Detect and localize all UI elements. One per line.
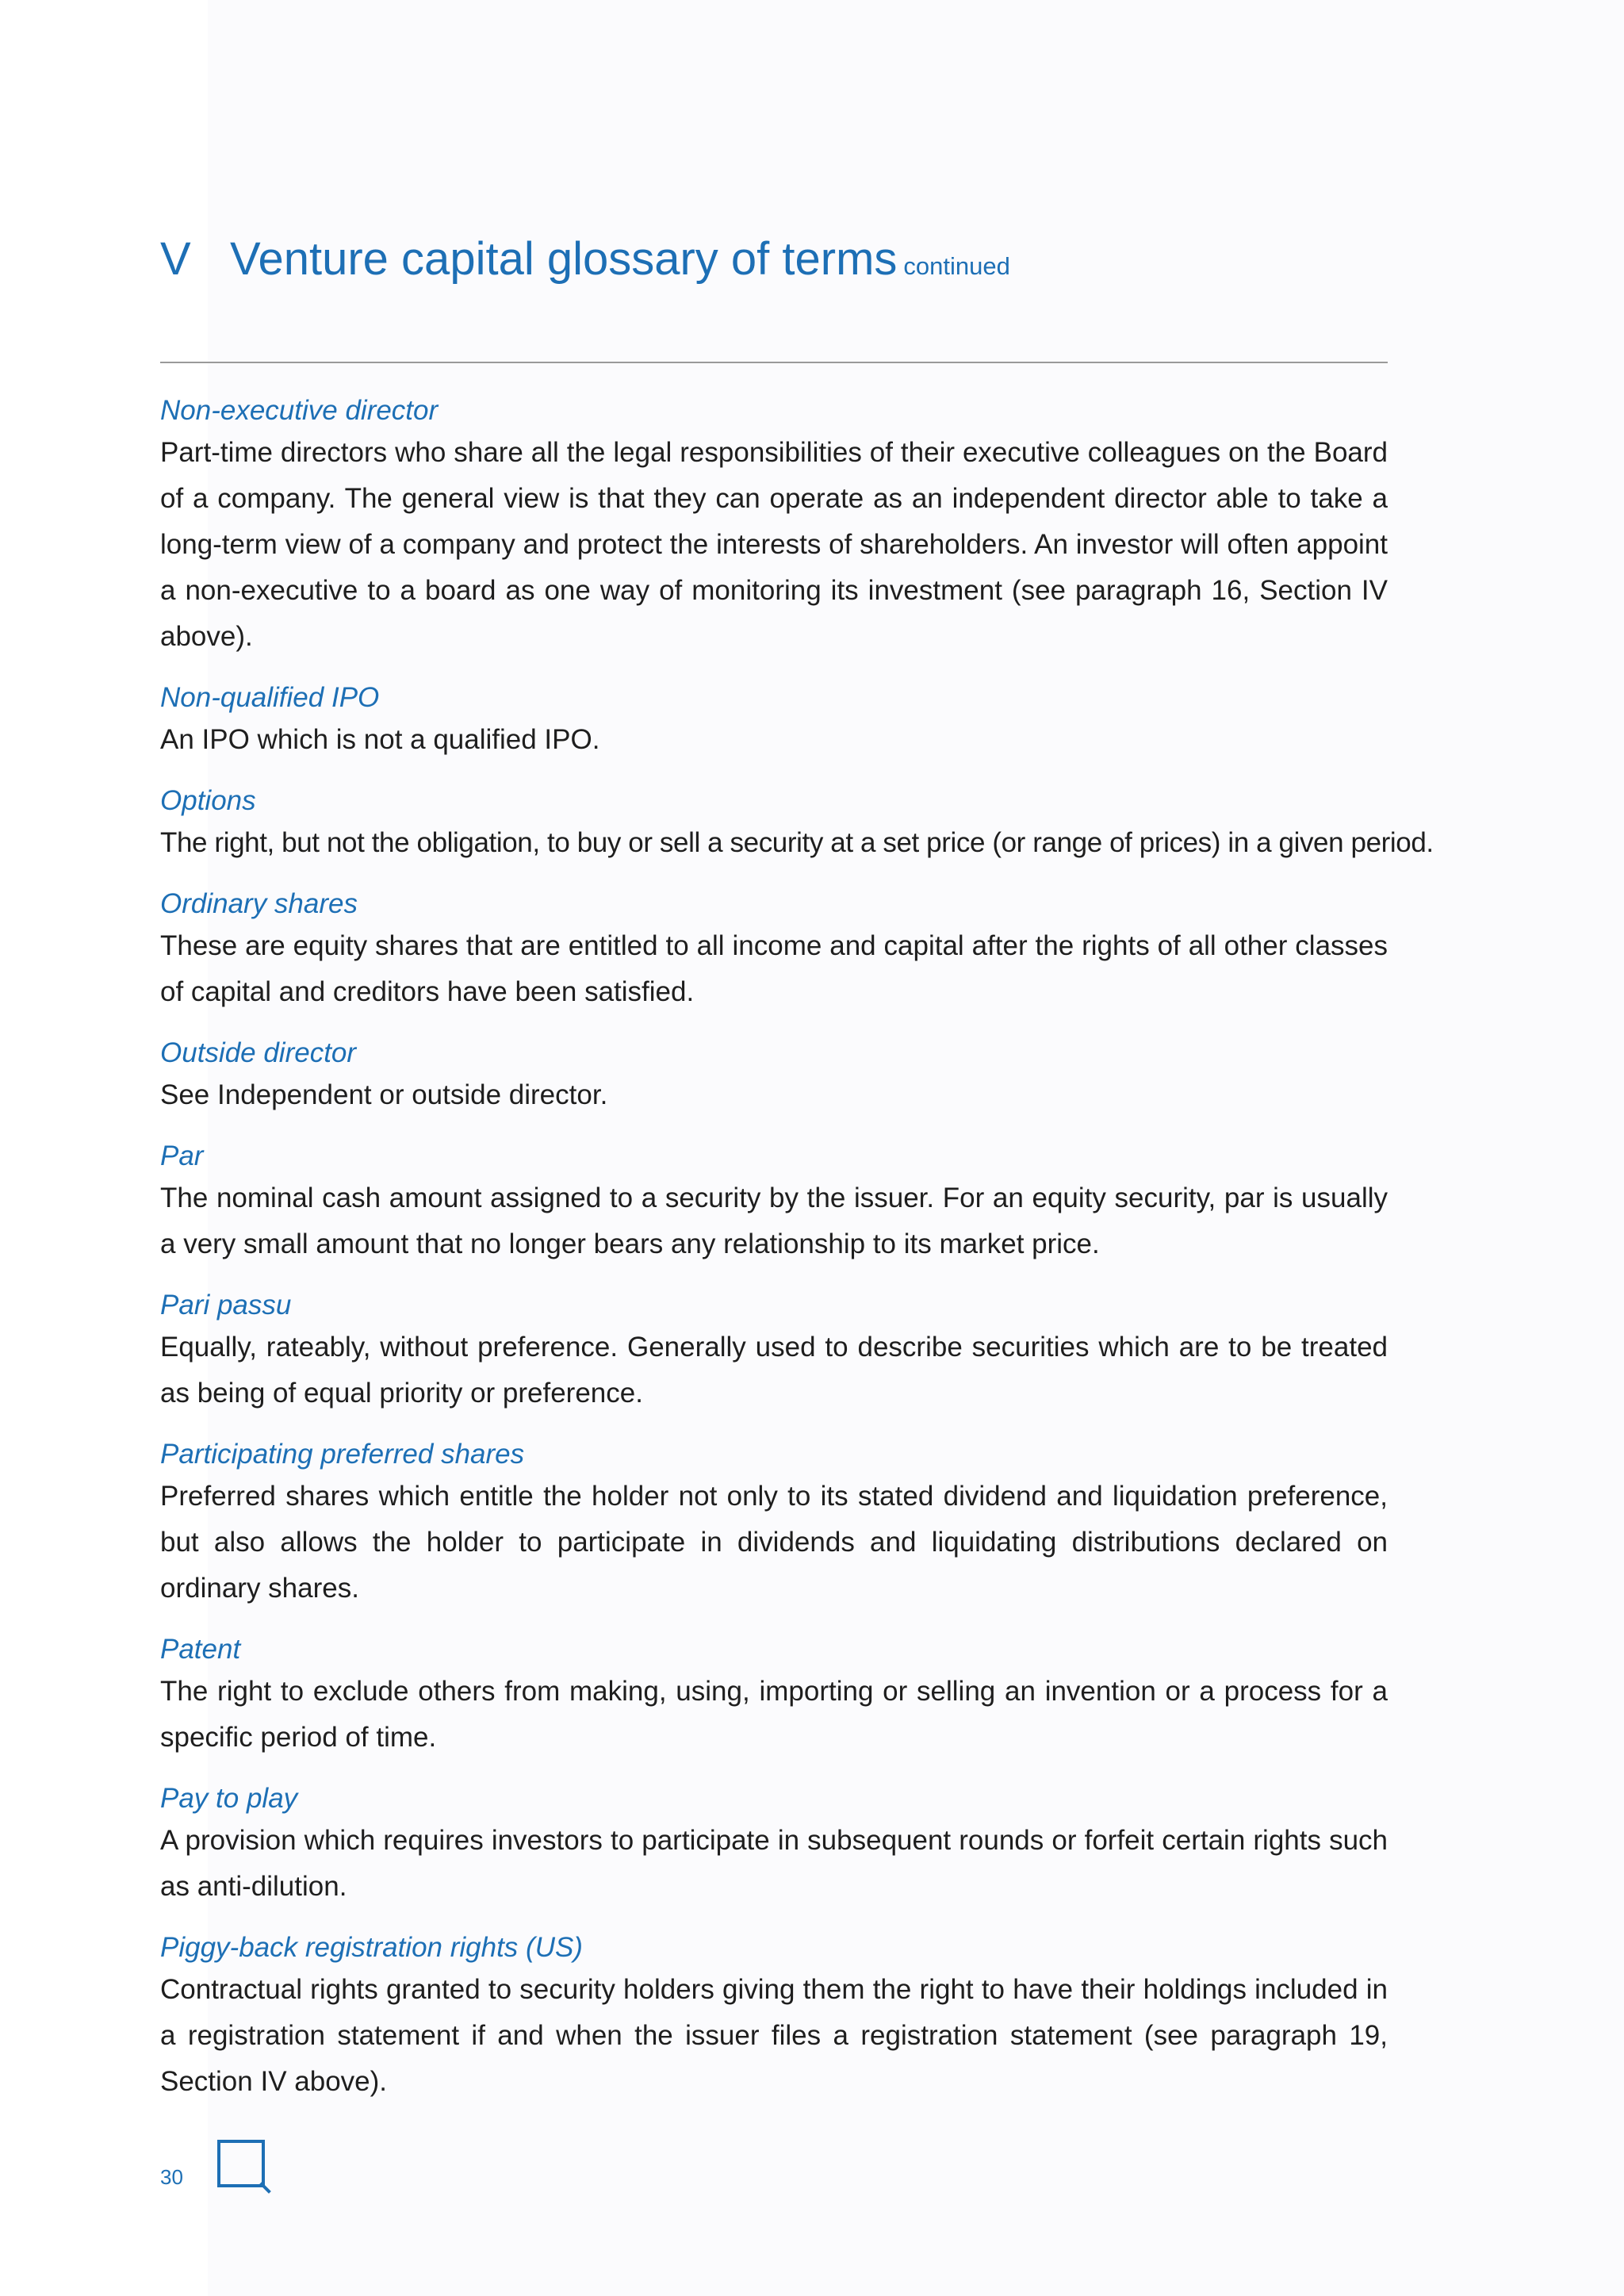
glossary-entry	[160, 782, 1434, 866]
glossary-entry	[160, 392, 1388, 660]
continued-label: continued	[903, 252, 1010, 280]
glossary-term: Piggy-back registration rights (US)	[160, 1932, 583, 1963]
glossary-definition: Equally, rateably, without preference. Generally used to describe securities which are to be treated as being of equal priority or preference.	[160, 1332, 1388, 1409]
glossary-entry	[160, 1631, 1388, 1761]
glossary-definition: A provision which requires investors to participate in subsequent rounds or forfeit certain rights such as anti-dilution.	[160, 1825, 1388, 1902]
glossary-term: Patent	[160, 1634, 241, 1665]
glossary-term: Pay to play	[160, 1783, 298, 1814]
glossary-term: Pari passu	[160, 1290, 292, 1320]
glossary-definition: Contractual rights granted to security holders giving them the right to have their holdings included in a registration statement if and when the issuer files a registration statement (see paragraph 19, Section IV above).	[160, 1974, 1388, 2097]
header-divider	[160, 362, 1388, 363]
glossary-entry	[160, 1780, 1388, 1910]
glossary-entry	[160, 1286, 1388, 1416]
glossary-entry	[160, 1435, 1388, 1612]
glossary-entry	[160, 1929, 1388, 2105]
magnifier-icon	[216, 2138, 271, 2194]
glossary-definition: An IPO which is not a qualified IPO.	[160, 724, 600, 755]
glossary-term: Options	[160, 785, 256, 816]
section-title: Venture capital glossary of terms	[230, 233, 898, 285]
glossary-term: Participating preferred shares	[160, 1439, 525, 1470]
glossary-definition: The right, but not the obligation, to buy or sell a security at a set price (or range of prices) in a given period.	[160, 827, 1434, 858]
glossary-term: Outside director	[160, 1037, 357, 1068]
glossary-term: Ordinary shares	[160, 888, 358, 919]
glossary-definition: The right to exclude others from making, using, importing or selling an invention or a process for a specific period of time.	[160, 1676, 1388, 1753]
glossary-entry	[160, 1137, 1388, 1267]
glossary-term: Par	[160, 1140, 204, 1171]
glossary-definition: Part-time directors who share all the legal responsibilities of their executive colleagues on the Board of a company. The general view is that they can operate as an independent director able to take a long-term view of a company and protect the interests of shareholders. An investor will often appoint a non-executive to a board as one way of monitoring its investment (see paragraph 16, Section IV above).	[160, 437, 1388, 652]
glossary-definition: These are equity shares that are entitled to all income and capital after the rights of all other classes of capital and creditors have been satisfied.	[160, 930, 1388, 1007]
section-number: V	[160, 233, 191, 285]
glossary-term: Non-executive director	[160, 395, 439, 426]
page-number: 30	[160, 2165, 183, 2189]
glossary-term: Non-qualified IPO	[160, 682, 380, 713]
glossary-entry	[160, 679, 1388, 763]
page-title	[160, 233, 1010, 285]
glossary-entry	[160, 1034, 1388, 1118]
glossary-definition: Preferred shares which entitle the holder not only to its stated dividend and liquidation preference, but also allows the holder to participate in dividends and liquidating distributions declared on ordinary shares.	[160, 1481, 1388, 1604]
glossary-list	[160, 392, 1434, 2124]
glossary-entry	[160, 885, 1388, 1015]
glossary-definition: See Independent or outside director.	[160, 1079, 608, 1110]
glossary-definition: The nominal cash amount assigned to a security by the issuer. For an equity security, par is usually a very small amount that no longer bears any relationship to its market price.	[160, 1182, 1388, 1259]
